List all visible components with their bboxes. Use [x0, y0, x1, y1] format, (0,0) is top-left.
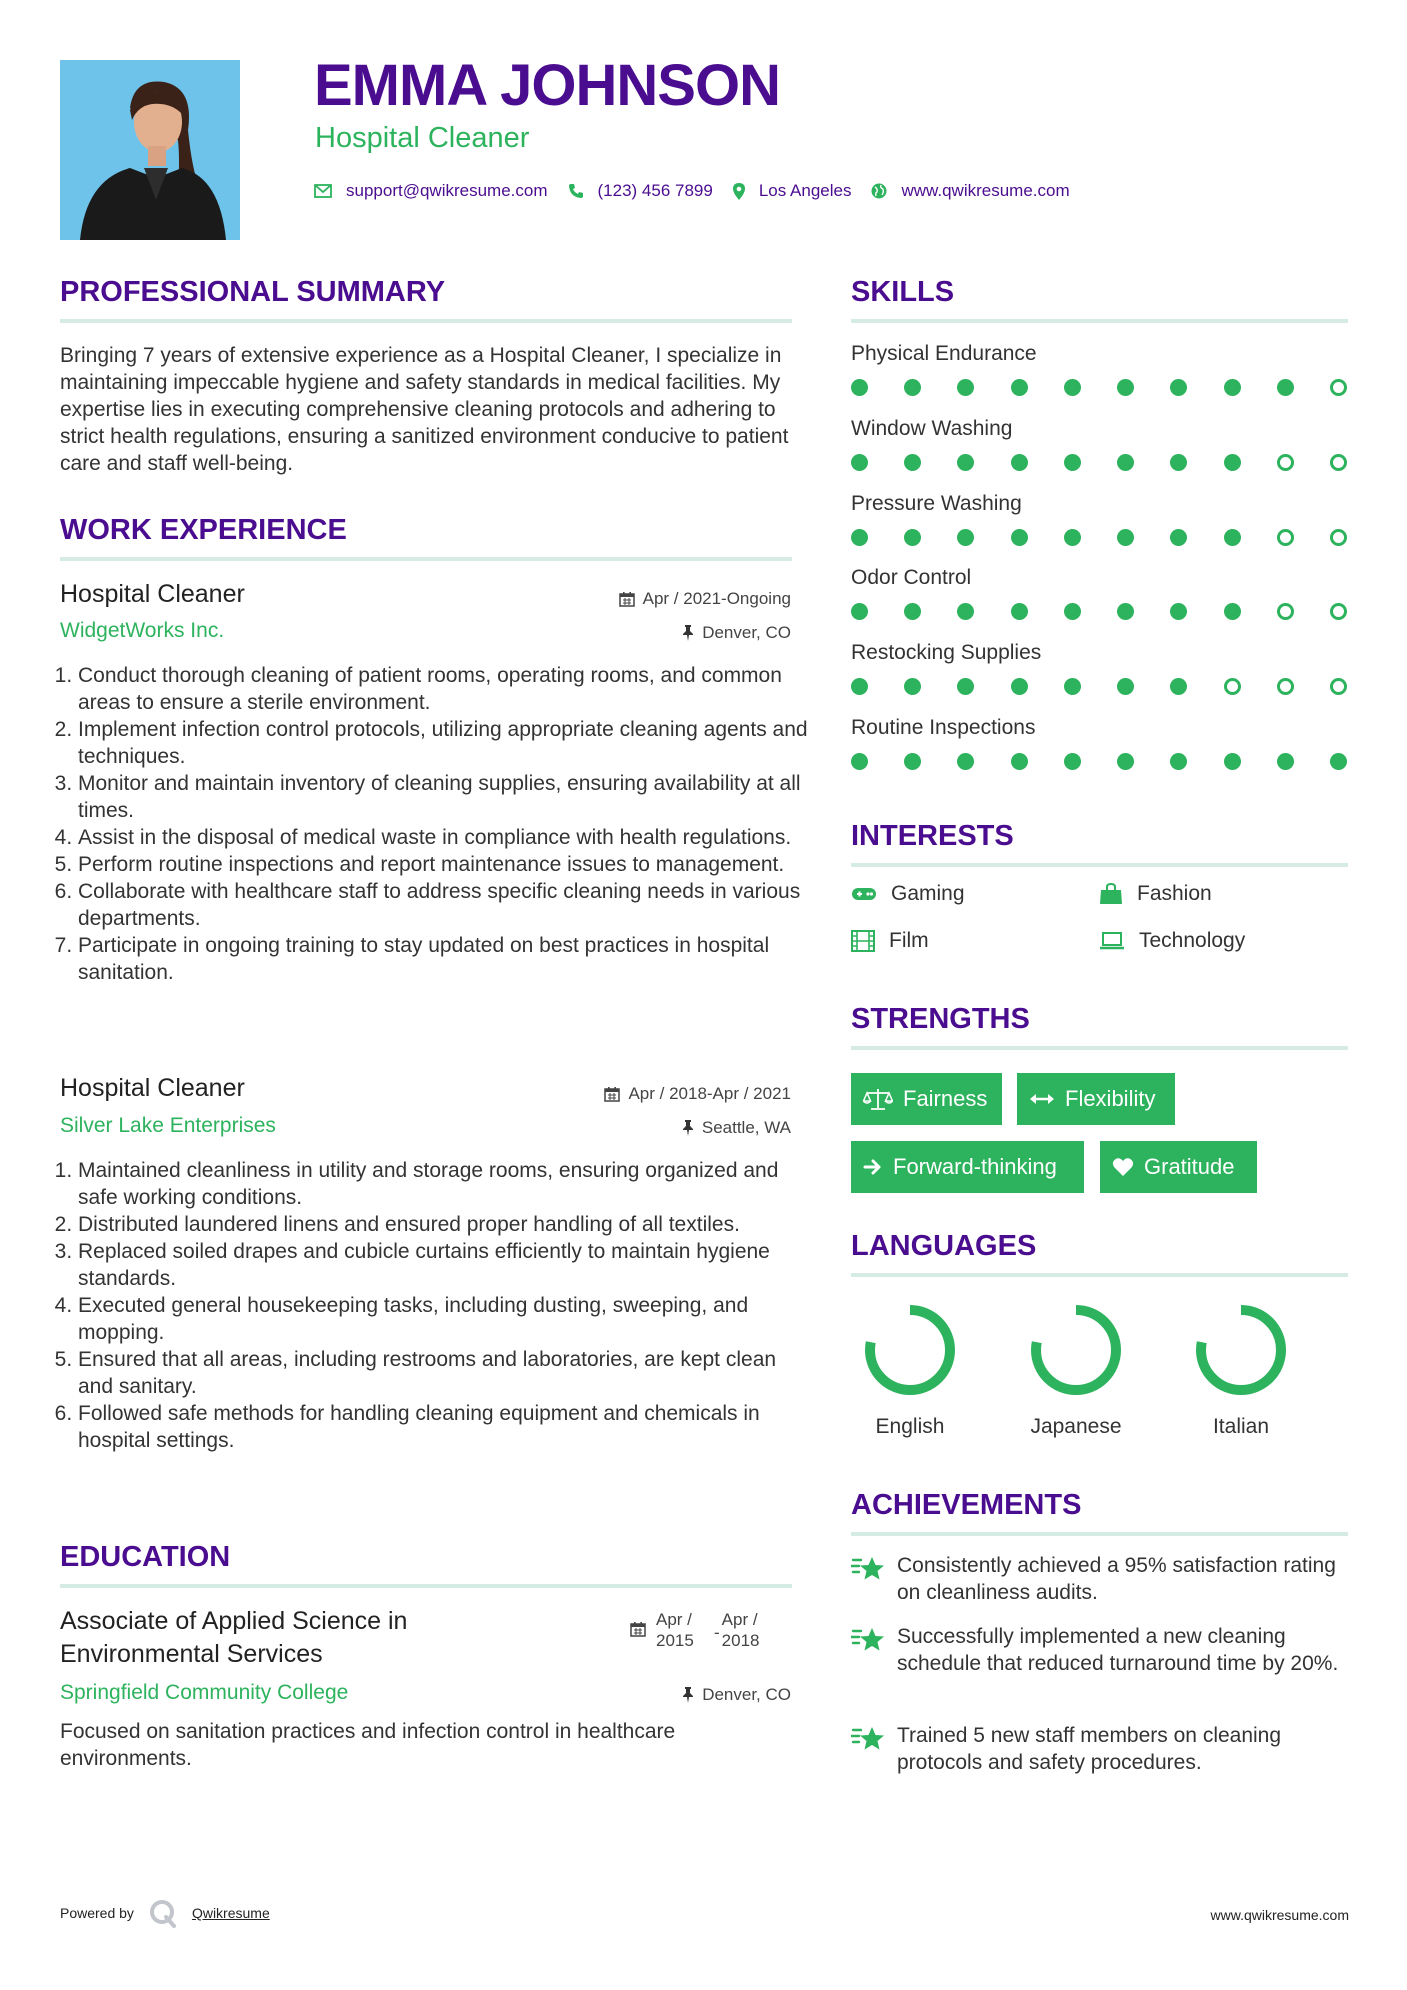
phone-icon [568, 183, 584, 199]
rating-dot-filled [1064, 529, 1081, 546]
skill-row [851, 342, 1351, 396]
rating-dot-filled [1330, 753, 1347, 770]
candidate-title: Hospital Cleaner [315, 122, 530, 154]
education-location [682, 1685, 791, 1705]
interests-divider [851, 863, 1348, 867]
job-location-text: Seattle, WA [701, 1118, 791, 1137]
skill-label: Window Washing [851, 417, 1013, 440]
strength-label: Fairness [903, 1086, 988, 1111]
rating-dot-filled [1170, 603, 1187, 620]
language-name: English [875, 1415, 945, 1438]
skill-label: Routine Inspections [851, 716, 1036, 739]
rating-dot-filled [1170, 753, 1187, 770]
rating-dot-empty [1277, 603, 1294, 620]
rating-dot-filled [1117, 603, 1134, 620]
rating-dot-filled [1117, 678, 1134, 695]
pushpin-icon [682, 1120, 694, 1136]
strength-label: Gratitude [1144, 1154, 1235, 1179]
language-name: Japanese [1030, 1415, 1122, 1438]
rating-dot-filled [1064, 603, 1081, 620]
footer-powered-by [60, 1898, 270, 1928]
skill-row [851, 716, 1351, 770]
rating-dot-filled [1011, 753, 1028, 770]
language-level-arc [1201, 1310, 1281, 1390]
skill-rating [851, 454, 1347, 471]
degree-line-1: Associate of Applied Science in [60, 1607, 408, 1635]
job-company: WidgetWorks Inc. [60, 619, 225, 642]
language-level-arc [1036, 1310, 1116, 1390]
pushpin-icon [682, 625, 694, 641]
degree-line-2: Environmental Services [60, 1640, 323, 1668]
calendar-icon [604, 1086, 620, 1102]
summary-heading: PROFESSIONAL SUMMARY [60, 276, 446, 308]
rating-dot-filled [904, 603, 921, 620]
map-marker-icon [733, 183, 745, 200]
job-dates-text: Apr / 2021-Ongoing [642, 589, 791, 608]
achievement-item [851, 1623, 1351, 1677]
list-item: 6. Collaborate with healthcare staff to address specific cleaning needs in various departments. [78, 878, 813, 932]
rating-dot-filled [957, 753, 974, 770]
achievement-item [851, 1722, 1351, 1776]
education-start-year: 2015 [656, 1631, 694, 1650]
skill-label: Restocking Supplies [851, 641, 1042, 664]
skill-label: Pressure Washing [851, 492, 1022, 515]
calendar-icon [619, 591, 635, 607]
rating-dot-filled [851, 454, 868, 471]
interest-label: Film [889, 929, 929, 952]
location-text: Los Angeles [758, 181, 852, 200]
rating-dot-filled [957, 678, 974, 695]
contact-bar [314, 176, 1090, 206]
rating-dot-empty [1330, 678, 1347, 695]
rating-dot-filled [1224, 753, 1241, 770]
rating-dot-filled [1064, 454, 1081, 471]
strengths-heading: STRENGTHS [851, 1003, 1030, 1035]
rating-dot-empty [1330, 603, 1347, 620]
rating-dot-filled [1064, 379, 1081, 396]
experience-heading: WORK EXPERIENCE [60, 514, 347, 546]
job-duties-list [60, 1157, 813, 1454]
job-company: Silver Lake Enterprises [60, 1114, 276, 1137]
language-proficiency-ring [1026, 1300, 1126, 1400]
interest-fashion [1099, 882, 1212, 906]
rating-dot-filled [851, 678, 868, 695]
rating-dot-filled [1224, 529, 1241, 546]
list-item: 5. Perform routine inspections and report maintenance issues to management. [78, 851, 813, 878]
rating-dot-filled [957, 603, 974, 620]
experience-divider [60, 557, 792, 561]
strength-fairness [851, 1073, 1002, 1125]
rating-dot-filled [904, 753, 921, 770]
strength-flexibility [1017, 1073, 1175, 1125]
rating-dot-filled [1011, 678, 1028, 695]
globe-icon [871, 183, 887, 199]
education-date-dash: - [714, 1623, 720, 1642]
rating-dot-filled [1117, 454, 1134, 471]
rating-dot-filled [1224, 454, 1241, 471]
language-proficiency-ring [860, 1300, 960, 1400]
rating-dot-filled [1170, 379, 1187, 396]
rating-dot-empty [1277, 678, 1294, 695]
rating-dot-empty [1330, 529, 1347, 546]
strengths-divider [851, 1046, 1348, 1050]
job-dates [619, 589, 791, 609]
rating-dot-filled [1117, 379, 1134, 396]
language-name: Italian [1212, 1415, 1270, 1438]
candidate-name: EMMA JOHNSON [314, 53, 780, 118]
star-icon [851, 1554, 885, 1584]
job-location [682, 623, 791, 643]
rating-dot-filled [1277, 753, 1294, 770]
interest-gaming [851, 882, 965, 906]
achievement-text: Consistently achieved a 95% satisfaction rating on cleanliness audits. [897, 1554, 1336, 1604]
profile-photo [60, 60, 240, 240]
achievement-item [851, 1552, 1351, 1606]
language-item [845, 1300, 975, 1439]
education-end-month: Apr / [721, 1610, 758, 1629]
balance-scale-icon [863, 1088, 893, 1110]
list-item: 2. Implement infection control protocols, utilizing appropriate cleaning agents and techniques. [78, 716, 813, 770]
contact-location [733, 181, 852, 201]
languages-heading: LANGUAGES [851, 1230, 1037, 1262]
strength-gratitude [1100, 1141, 1257, 1193]
envelope-icon [314, 184, 332, 198]
qwikresume-link[interactable]: Qwikresume [191, 1905, 270, 1921]
rating-dot-filled [904, 529, 921, 546]
skill-rating [851, 529, 1347, 546]
interest-label: Technology [1139, 929, 1246, 952]
rating-dot-filled [851, 529, 868, 546]
calendar-icon [630, 1621, 646, 1637]
languages-divider [851, 1273, 1348, 1277]
skill-row [851, 492, 1351, 546]
education-divider [60, 1584, 792, 1588]
interest-technology [1099, 929, 1245, 953]
rating-dot-filled [957, 379, 974, 396]
interest-label: Gaming [891, 882, 965, 905]
rating-dot-empty [1224, 678, 1241, 695]
list-item: 3. Replaced soiled drapes and cubicle curtains efficiently to maintain hygiene standards. [78, 1238, 813, 1292]
rating-dot-filled [1170, 454, 1187, 471]
rating-dot-filled [1224, 603, 1241, 620]
rating-dot-filled [904, 454, 921, 471]
language-level-arc [870, 1310, 950, 1390]
gamepad-icon [851, 886, 877, 902]
list-item: 7. Participate in ongoing training to stay updated on best practices in hospital sanitation. [78, 932, 813, 986]
rating-dot-filled [851, 603, 868, 620]
rating-dot-filled [957, 529, 974, 546]
language-item [1011, 1300, 1141, 1439]
list-item: 4. Executed general housekeeping tasks, including dusting, sweeping, and mopping. [78, 1292, 813, 1346]
school-name: Springfield Community College [60, 1681, 349, 1704]
rating-dot-filled [851, 753, 868, 770]
rating-dot-filled [904, 379, 921, 396]
job-location-text: Denver, CO [702, 623, 791, 642]
star-icon [851, 1625, 885, 1655]
pushpin-icon [682, 1687, 694, 1703]
skill-label: Physical Endurance [851, 342, 1037, 365]
list-item: 6. Followed safe methods for handling cleaning equipment and chemicals in hospital settings. [78, 1400, 813, 1454]
education-start [656, 1609, 708, 1651]
language-proficiency-ring [1191, 1300, 1291, 1400]
strength-forward-thinking [851, 1141, 1084, 1193]
summary-divider [60, 319, 792, 323]
qwikresume-logo-icon [148, 1898, 178, 1928]
skill-row [851, 417, 1351, 471]
achievement-text: Trained 5 new staff members on cleaning protocols and safety procedures. [897, 1724, 1282, 1774]
skill-row [851, 566, 1351, 620]
contact-website[interactable] [871, 181, 1069, 201]
interests-heading: INTERESTS [851, 820, 1014, 852]
rating-dot-filled [1011, 454, 1028, 471]
list-item: 5. Ensured that all areas, including restrooms and laboratories, are kept clean and sanitary. [78, 1346, 813, 1400]
rating-dot-empty [1277, 529, 1294, 546]
interest-film [851, 929, 929, 953]
education-end [722, 1609, 760, 1651]
skill-rating [851, 678, 1347, 695]
laptop-icon [1099, 931, 1125, 951]
phone-text[interactable]: (123) 456 7899 [597, 181, 713, 200]
job-dates [604, 1084, 791, 1104]
rating-dot-filled [1224, 379, 1241, 396]
skills-heading: SKILLS [851, 276, 955, 308]
footer-website[interactable]: www.qwikresume.com [1210, 1907, 1349, 1923]
star-icon [851, 1724, 885, 1754]
arrow-right-icon [863, 1158, 883, 1176]
list-item: 2. Distributed laundered linens and ensured proper handling of all textiles. [78, 1211, 813, 1238]
list-item: 1. Conduct thorough cleaning of patient rooms, operating rooms, and common areas to ensure a sterile environment. [78, 662, 813, 716]
rating-dot-filled [1170, 678, 1187, 695]
job-location [682, 1118, 791, 1138]
rating-dot-empty [1277, 454, 1294, 471]
achievement-text: Successfully implemented a new cleaning schedule that reduced turnaround time by 20%. [897, 1625, 1339, 1675]
job-duties-list [60, 662, 813, 986]
rating-dot-filled [904, 678, 921, 695]
list-item: 4. Assist in the disposal of medical waste in compliance with health regulations. [78, 824, 813, 851]
email-text[interactable]: support@qwikresume.com [346, 181, 548, 200]
rating-dot-filled [1064, 678, 1081, 695]
powered-by-text: Powered by [60, 1905, 134, 1921]
rating-dot-filled [1011, 603, 1028, 620]
rating-dot-filled [1170, 529, 1187, 546]
education-end-year: 2018 [721, 1631, 760, 1650]
rating-dot-filled [1277, 379, 1294, 396]
skills-divider [851, 319, 1348, 323]
skill-rating [851, 753, 1347, 770]
rating-dot-filled [1064, 753, 1081, 770]
job-title: Hospital Cleaner [60, 1074, 245, 1102]
skill-rating [851, 603, 1347, 620]
skill-label: Odor Control [851, 566, 972, 589]
film-icon [851, 930, 875, 952]
education-description: Focused on sanitation practices and infection control in healthcare environments. [60, 1720, 676, 1770]
education-heading: EDUCATION [60, 1541, 231, 1573]
rating-dot-filled [957, 454, 974, 471]
skill-rating [851, 379, 1347, 396]
list-item: 3. Monitor and maintain inventory of cleaning supplies, ensuring availability at all times. [78, 770, 813, 824]
language-item [1176, 1300, 1306, 1439]
list-item: 1. Maintained cleanliness in utility and storage rooms, ensuring organized and safe working conditions. [78, 1157, 813, 1211]
rating-dot-filled [851, 379, 868, 396]
education-dates [630, 1609, 760, 1651]
strength-label: Forward-thinking [893, 1154, 1057, 1179]
rating-dot-filled [1117, 753, 1134, 770]
achievements-divider [851, 1532, 1348, 1536]
achievements-heading: ACHIEVEMENTS [851, 1489, 1082, 1521]
rating-dot-filled [1011, 379, 1028, 396]
job-dates-text: Apr / 2018-Apr / 2021 [628, 1084, 791, 1103]
contact-phone[interactable] [568, 181, 713, 201]
avatar [60, 60, 240, 240]
education-start-month: Apr / [656, 1610, 692, 1629]
rating-dot-filled [1011, 529, 1028, 546]
education-location-text: Denver, CO [702, 1685, 791, 1704]
rating-dot-empty [1330, 379, 1347, 396]
contact-email[interactable] [314, 181, 548, 201]
arrows-h-icon [1029, 1092, 1055, 1106]
strength-label: Flexibility [1065, 1086, 1156, 1111]
skill-row [851, 641, 1351, 695]
shopping-bag-icon [1099, 883, 1123, 905]
heart-icon [1112, 1157, 1134, 1177]
rating-dot-filled [1117, 529, 1134, 546]
job-title: Hospital Cleaner [60, 580, 245, 608]
interest-label: Fashion [1137, 882, 1212, 905]
website-text[interactable]: www.qwikresume.com [901, 181, 1070, 200]
rating-dot-empty [1330, 454, 1347, 471]
summary-text: Bringing 7 years of extensive experience as a Hospital Cleaner, I specialize in maintaining impeccable hygiene and safety standards in medical facilities. My expertise lies in executing comprehensive cleaning protocols and adhering to strict health regulations, ensuring a sanitized environment conducive to patient care and staff well-being. [60, 344, 789, 475]
